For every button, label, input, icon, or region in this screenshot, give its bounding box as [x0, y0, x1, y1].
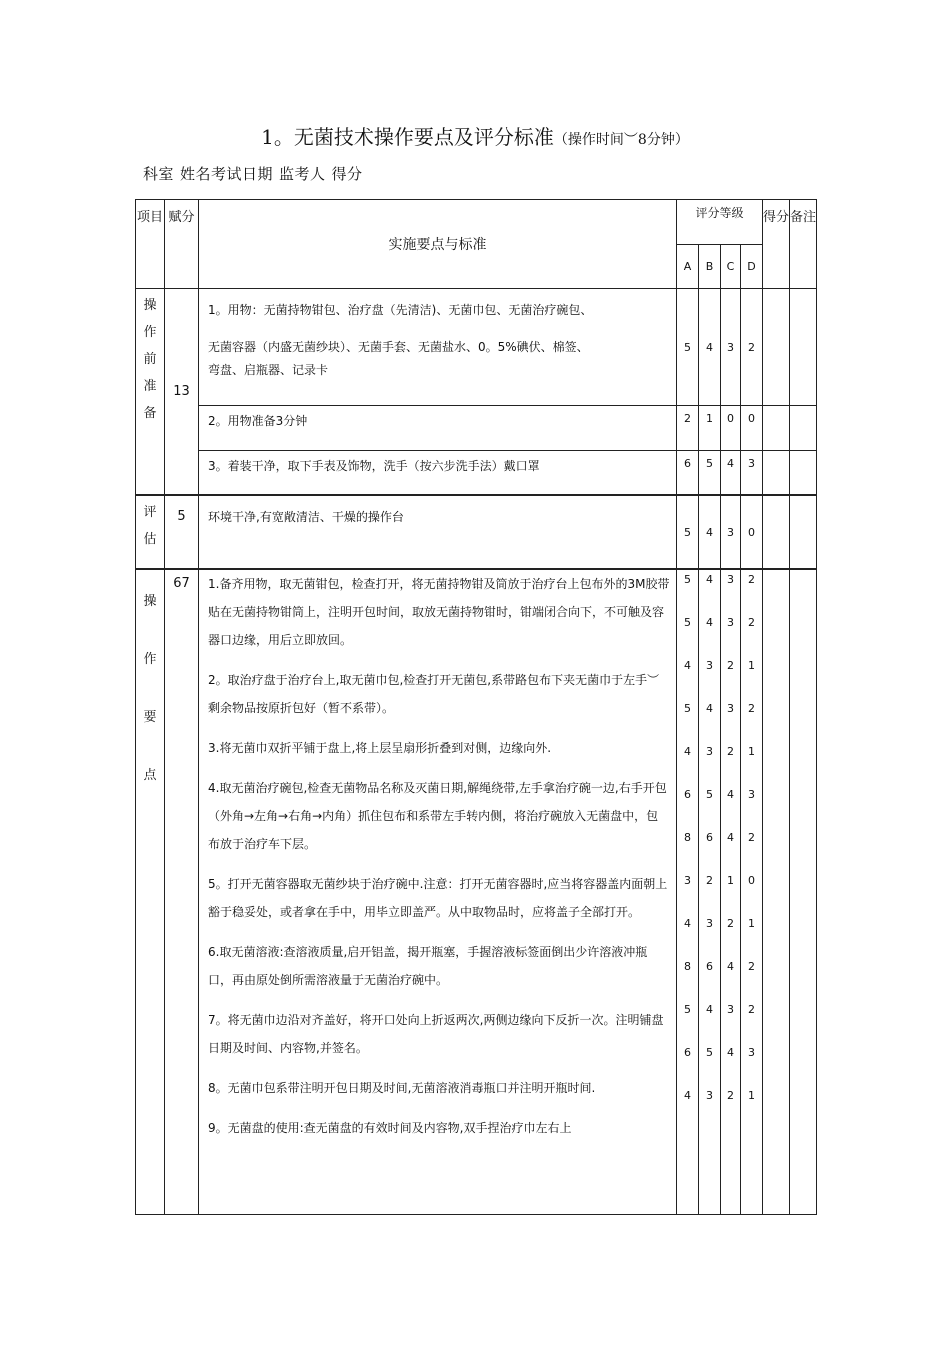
score-value: 3 — [706, 659, 713, 672]
grade-d: D — [741, 245, 763, 289]
score-value: 2 — [727, 745, 734, 758]
score-col-d — [741, 570, 763, 1215]
score-col-b — [699, 570, 721, 1215]
score-a: 2 — [677, 406, 699, 451]
score-value: 1 — [748, 917, 755, 930]
score-value: 5 — [684, 573, 691, 586]
section-points: 5 — [165, 496, 199, 569]
header-grade: 评分等级 — [677, 200, 763, 245]
score-d: 0 — [741, 406, 763, 451]
standard-row: 1。用物：无菌持物钳包、治疗盘（先清洁)、无菌巾包、无菌治疗碗包、 无菌容器（内盛无菌纱块）、无菌手套、无菌盐水、0。5%碘伏、棉签、 弯盘、启瓶器、记录卡 — [199, 289, 677, 406]
score-value: 2 — [748, 1003, 755, 1016]
score-value: 4 — [684, 659, 691, 672]
score-d: 0 — [741, 496, 763, 569]
info-field: 得分 — [331, 165, 363, 183]
score-value: 6 — [706, 831, 713, 844]
remark-cell — [790, 406, 817, 451]
score-value: 3 — [706, 745, 713, 758]
score-value: 6 — [706, 960, 713, 973]
score-d: 3 — [741, 451, 763, 495]
score-value: 3 — [727, 616, 734, 629]
score-value: 5 — [684, 702, 691, 715]
info-field: 姓名考试日期 — [180, 165, 274, 183]
info-field: 科室 — [143, 165, 175, 183]
score-value: 3 — [706, 917, 713, 930]
score-value: 2 — [706, 874, 713, 887]
step-paragraph: 6.取无菌溶液:查溶液质量,启开铝盖，揭开瓶塞，手握溶液标签面倒出少许溶液冲瓶口，再由原处倒所需溶液量于无菌治疗碗中。 — [208, 945, 648, 987]
info-field: 监考人 — [279, 165, 326, 183]
score-value: 2 — [727, 917, 734, 930]
step-paragraph: 1.备齐用物，取无菌钳包，检查打开，将无菌持物钳及筒放于治疗台上包布外的3M胶带贴在无菌持物钳筒上，注明开包时间，取放无菌持物钳时，钳端闭合向下，不可触及容器口边缘，用后立即放回。 — [208, 577, 670, 647]
score-value: 0 — [748, 874, 755, 887]
section-name: 评估 — [136, 496, 165, 569]
grade-b: B — [699, 245, 721, 289]
score-value: 8 — [684, 960, 691, 973]
operation-steps — [199, 570, 677, 1215]
score-value: 1 — [748, 1089, 755, 1102]
header-remark: 备注 — [790, 200, 817, 289]
scoring-table — [135, 199, 817, 1215]
score-value: 6 — [684, 1046, 691, 1059]
score-cell — [763, 451, 790, 495]
grade-a: A — [677, 245, 699, 289]
header-points: 赋分 — [165, 200, 199, 289]
score-value: 2 — [727, 1089, 734, 1102]
score-value: 4 — [706, 1003, 713, 1016]
score-c: 4 — [721, 451, 741, 495]
standard-row: 3。着装干净，取下手表及饰物，洗手（按六步洗手法）戴口罩 — [199, 451, 677, 495]
score-value: 2 — [748, 702, 755, 715]
score-value: 3 — [706, 1089, 713, 1102]
score-value: 2 — [727, 659, 734, 672]
header-standard: 实施要点与标准 — [199, 200, 677, 289]
score-value: 4 — [684, 917, 691, 930]
step-paragraph: 3.将无菌巾双折平铺于盘上,将上层呈扇形折叠到对侧，边缘向外. — [208, 741, 552, 755]
score-value: 2 — [748, 960, 755, 973]
step-paragraph: 4.取无菌治疗碗包,检查无菌物品名称及灭菌日期,解绳绕带,左手拿治疗碗一边,右手开包（外角→左角→右角→内角）抓住包布和系带左手转内侧，将治疗碗放入无菌盘中，包布放于治疗车下层。 — [208, 781, 667, 851]
standard-row: 2。用物准备3分钟 — [199, 406, 677, 451]
header-item: 项目 — [136, 200, 165, 289]
score-value: 4 — [727, 1046, 734, 1059]
score-a: 5 — [677, 496, 699, 569]
score-value: 5 — [706, 1046, 713, 1059]
score-c: 3 — [721, 496, 741, 569]
score-value: 3 — [727, 1003, 734, 1016]
page-title — [0, 121, 950, 150]
score-value: 5 — [684, 616, 691, 629]
score-b: 1 — [699, 406, 721, 451]
score-value: 4 — [727, 960, 734, 973]
score-value: 4 — [684, 1089, 691, 1102]
score-value: 1 — [748, 659, 755, 672]
score-a: 6 — [677, 451, 699, 495]
section-points: 67 — [165, 570, 199, 1215]
score-value: 3 — [684, 874, 691, 887]
score-b: 4 — [699, 496, 721, 569]
info-line — [143, 163, 369, 184]
score-value: 4 — [706, 616, 713, 629]
header-score: 得分 — [763, 200, 790, 289]
score-col-c — [721, 570, 741, 1215]
score-value: 3 — [748, 788, 755, 801]
score-value: 8 — [684, 831, 691, 844]
score-value: 4 — [727, 831, 734, 844]
score-value: 4 — [706, 702, 713, 715]
title-sub: （操作时间︶8分钟） — [553, 132, 689, 148]
score-value: 4 — [706, 573, 713, 586]
score-cell — [763, 570, 790, 1215]
remark-cell — [790, 496, 817, 569]
step-paragraph: 8。无菌巾包系带注明开包日期及时间,无菌溶液消毒瓶口并注明开瓶时间. — [208, 1081, 596, 1095]
grade-c: C — [721, 245, 741, 289]
remark-cell — [790, 451, 817, 495]
score-cell — [763, 289, 790, 406]
step-paragraph: 7。将无菌巾边沿对齐盖好，将开口处向上折返两次,两侧边缘向下反折一次。注明铺盘日期及时间、内容物,并签名。 — [208, 1013, 664, 1055]
score-a: 5 — [677, 289, 699, 406]
step-paragraph: 9。无菌盘的使用:查无菌盘的有效时间及内容物,双手捏治疗巾左右上 — [208, 1121, 572, 1135]
score-value: 5 — [684, 1003, 691, 1016]
score-col-a — [677, 570, 699, 1215]
score-value: 2 — [748, 616, 755, 629]
score-value: 6 — [684, 788, 691, 801]
score-c: 3 — [721, 289, 741, 406]
score-value: 2 — [748, 831, 755, 844]
score-b: 5 — [699, 451, 721, 495]
score-value: 5 — [706, 788, 713, 801]
section-name: 操作前准备 — [136, 289, 165, 495]
score-value: 1 — [727, 874, 734, 887]
remark-cell — [790, 289, 817, 406]
score-b: 4 — [699, 289, 721, 406]
score-d: 2 — [741, 289, 763, 406]
score-value: 4 — [727, 788, 734, 801]
title-main: 1。无菌技术操作要点及评分标准 — [261, 125, 554, 149]
score-cell — [763, 496, 790, 569]
step-paragraph: 5。打开无菌容器取无菌纱块于治疗碗中.注意：打开无菌容器时,应当将容器盖内面朝上豁于稳妥处，或者拿在手中，用毕立即盖严。从中取物品时，应将盖子全部打开。 — [208, 877, 668, 919]
score-value: 3 — [727, 573, 734, 586]
standard-row: 环境干净,有宽敞清洁、干燥的操作台 — [199, 496, 677, 569]
step-paragraph: 2。取治疗盘于治疗台上,取无菌巾包,检查打开无菌包,系带路包布下夹无菌巾于左手︶剩余物品按原折包好（暂不系带）。 — [208, 673, 660, 715]
remark-cell — [790, 570, 817, 1215]
score-value: 3 — [727, 702, 734, 715]
score-c: 0 — [721, 406, 741, 451]
section-points: 13 — [165, 289, 199, 495]
score-cell — [763, 406, 790, 451]
score-value: 2 — [748, 573, 755, 586]
section-name: 操作要点 — [136, 570, 165, 1215]
score-value: 1 — [748, 745, 755, 758]
score-value: 3 — [748, 1046, 755, 1059]
score-value: 4 — [684, 745, 691, 758]
